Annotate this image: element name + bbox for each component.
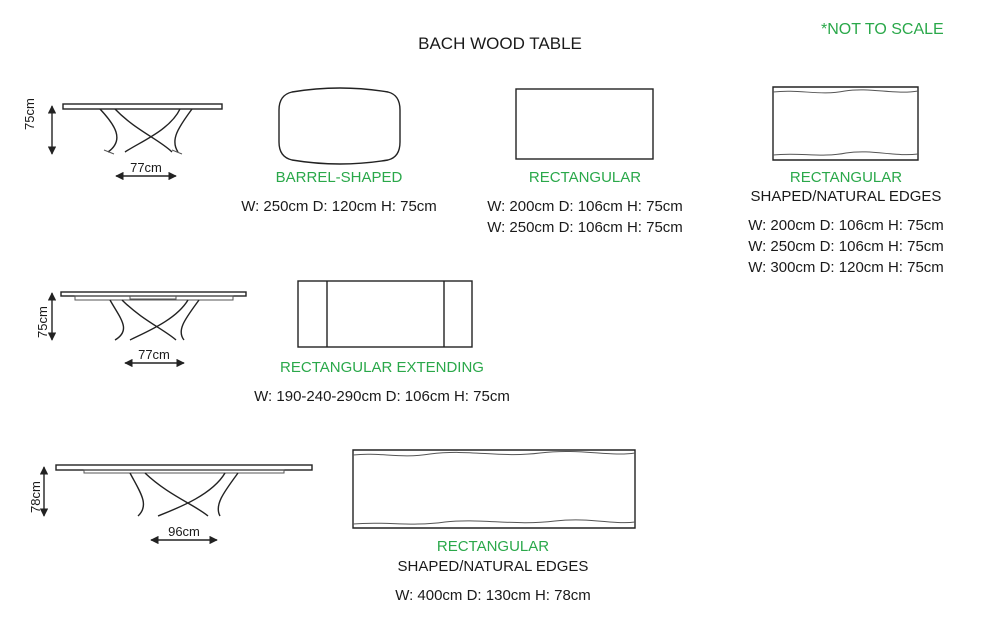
width-label-1: 77cm xyxy=(130,160,162,175)
rect-dims-1: W: 200cm D: 106cm H: 75cm xyxy=(487,198,683,215)
side-view-table-2 xyxy=(61,292,246,340)
rect-natural-dims-3: W: 300cm D: 120cm H: 75cm xyxy=(748,259,944,276)
rect-natural-dims-1: W: 200cm D: 106cm H: 75cm xyxy=(748,217,944,234)
barrel-shaped-top-view xyxy=(279,88,400,164)
barrel-dims: W: 250cm D: 120cm H: 75cm xyxy=(241,198,437,215)
rect-natural-dims-2: W: 250cm D: 106cm H: 75cm xyxy=(748,238,944,255)
rect-natural-subname: SHAPED/NATURAL EDGES xyxy=(750,188,942,205)
page-title: BACH WOOD TABLE xyxy=(418,34,582,53)
width-label-2: 77cm xyxy=(138,347,170,362)
extending-name: RECTANGULAR EXTENDING xyxy=(280,359,484,376)
rect-name: RECTANGULAR xyxy=(528,169,642,186)
scale-note: *NOT TO SCALE xyxy=(821,21,944,38)
side-view-table-1 xyxy=(63,104,222,154)
large-natural-subname: SHAPED/NATURAL EDGES xyxy=(397,558,589,575)
height-label-3: 78cm xyxy=(28,481,43,513)
rect-dims-2: W: 250cm D: 106cm H: 75cm xyxy=(487,219,683,236)
natural-edges-top-view-small xyxy=(773,87,918,160)
extending-top-view xyxy=(298,281,472,347)
rectangular-top-view xyxy=(516,89,653,159)
large-natural-dims: W: 400cm D: 130cm H: 78cm xyxy=(395,587,591,604)
width-label-3: 96cm xyxy=(168,524,200,539)
barrel-name: BARREL-SHAPED xyxy=(275,169,403,186)
rect-natural-name: RECTANGULAR xyxy=(789,169,903,186)
height-label-2: 75cm xyxy=(35,306,50,338)
extending-dims: W: 190-240-290cm D: 106cm H: 75cm xyxy=(254,388,510,405)
height-label-1: 75cm xyxy=(22,98,37,130)
side-view-table-3 xyxy=(56,465,312,516)
natural-edges-top-view-large xyxy=(353,450,635,528)
large-natural-name: RECTANGULAR xyxy=(436,538,550,555)
